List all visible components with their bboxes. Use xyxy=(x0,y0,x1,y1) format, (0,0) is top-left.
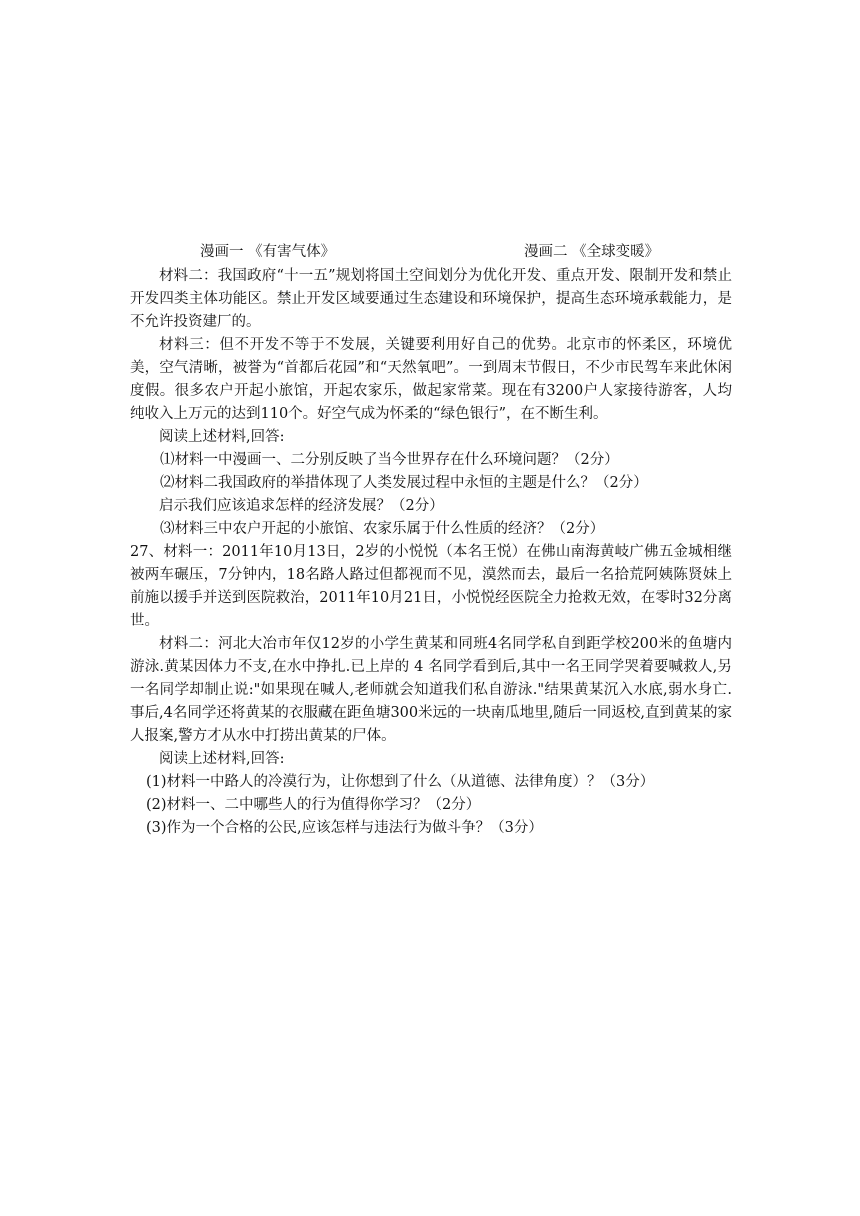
q27-question-1: (1)材料一中路人的冷漠行为，让你想到了什么（从道德、法律角度）？（3分） xyxy=(146,774,655,790)
q27-material-1: 27、材料一：2011年10月13日，2岁的小悦悦（本名王悦）在佛山南海黄岐广佛五金城相继被两车碾压，7分钟内，18名路人路过但都视而不见，漠然而去，最后一名拾荒阿姨陈贤妹上前施以援手并送到医院救治，2011年10月21日，小悦悦经医院全力抢救无效，在零时32分离世。 xyxy=(130,544,732,629)
q26-material-2: 材料二：我国政府“十一五”规划将国土空间划分为优化开发、重点开发、限制开发和禁止开发四类主体功能区。禁止开发区域要通过生态建设和环境保护，提高生态环境承载能力，是不允许投资建厂的。 xyxy=(130,268,732,330)
q27-material-2: 材料二：河北大冶市年仅12岁的小学生黄某和同班4名同学私自到距学校200米的鱼塘内游泳.黄某因体力不支,在水中挣扎.已上岸的 4 名同学看到后,其中一名王同学哭着要喊救人,另一名同学却制止说:"如果现在喊人,老师就会知道我们私自游泳."结果黄某沉入水底,弱水身亡.事后,4名同学还将黄某的衣服藏在距鱼塘300米远的一块南瓜地里,随后一同返校,直到黄某的家人报案,警方才从水中打捞出黄某的尸体。 xyxy=(130,636,732,744)
q26-reading-prompt: 阅读上述材料,回答: xyxy=(159,429,285,445)
cartoon-1-caption: 漫画一 《有害气体》 xyxy=(200,244,336,260)
cartoon-2-caption: 漫画二 《全球变暖》 xyxy=(524,244,660,260)
q26-question-3: ⑶材料三中农户开起的小旅馆、农家乐属于什么性质的经济？（2分） xyxy=(160,521,605,537)
q27-question-2: (2)材料一、二中哪些人的行为值得你学习？（2分） xyxy=(146,797,481,813)
q27-question-3: (3)作为一个合格的公民,应该怎样与违法行为做斗争？（3分） xyxy=(146,820,543,836)
cartoon-captions xyxy=(0,240,860,264)
q26-question-1: ⑴材料一中漫画一、二分别反映了当今世界存在什么环境问题？（2分） xyxy=(160,452,619,468)
q27-reading-prompt: 阅读上述材料,回答: xyxy=(159,751,285,767)
q26-question-2: ⑵材料二我国政府的举措体现了人类发展过程中永恒的主题是什么？（2分） xyxy=(160,475,648,491)
q26-material-3: 材料三：但不开发不等于不发展，关键要利用好自己的优势。北京市的怀柔区，环境优美，空气清晰，被誉为“首都后花园”和“天然氧吧”。一到周末节假日，不少市民驾车来此休闲度假。很多农户开起小旅馆，开起农家乐，做起家常菜。现在有3200户人家接待游客，人均纯收入上万元的达到110个。好空气成为怀柔的“绿色银行”，在不断生利。 xyxy=(130,337,732,422)
question-content xyxy=(130,265,732,840)
q26-question-2b: 启示我们应该追求怎样的经济发展？（2分） xyxy=(159,498,444,514)
